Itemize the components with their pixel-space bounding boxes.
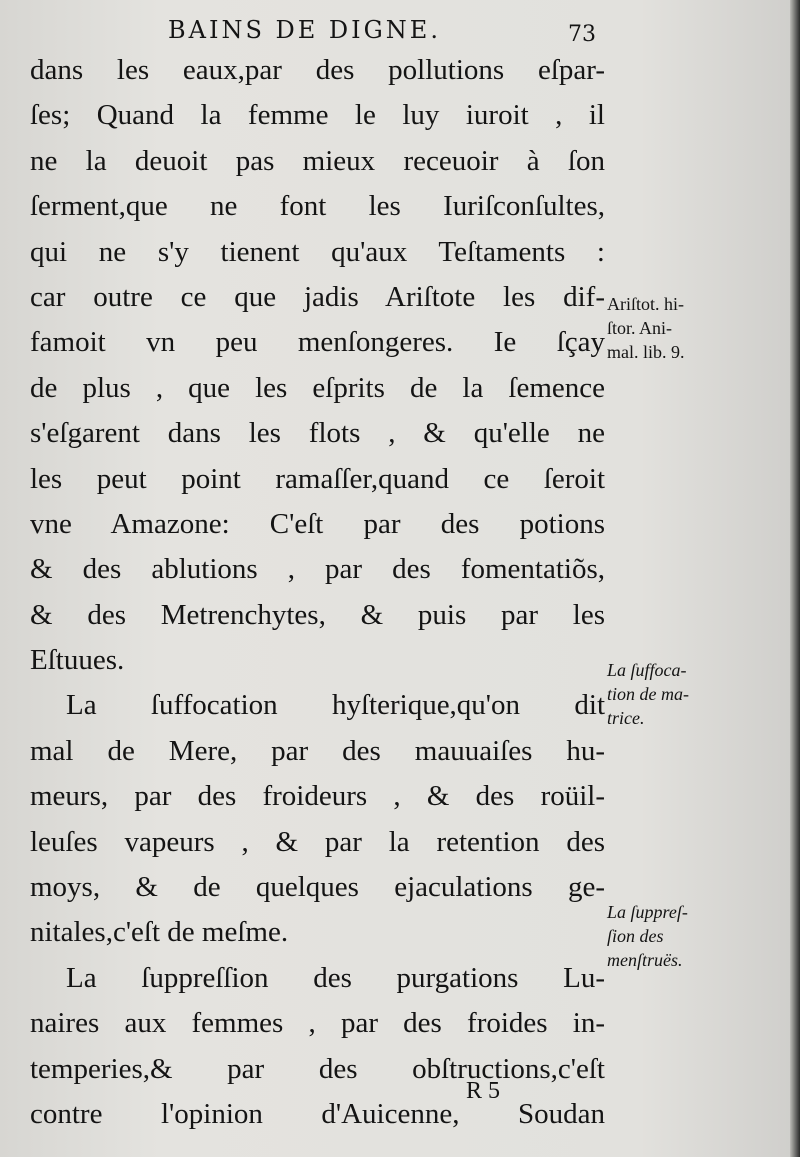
text-line: leuſes vapeurs , & par la retention des	[30, 825, 605, 858]
body-text	[30, 48, 605, 1137]
text-line: & des ablutions , par des fomentatiõs,	[30, 553, 605, 586]
margin-note-line: mal. lib. 9.	[607, 342, 685, 362]
margin-note-line: ſion des	[607, 926, 664, 946]
margin-note-line: menſtruës.	[607, 950, 683, 970]
margin-note-line: La ſuffoca-	[607, 660, 687, 680]
text-line: s'eſgarent dans les flots , & qu'elle ne	[30, 417, 605, 450]
text-line: dans les eaux,par des pollutions eſpar-	[30, 54, 605, 86]
page-gutter-shadow	[790, 0, 800, 1157]
text-line: les peut point ramaſſer,quand ce ſeroit	[30, 462, 605, 495]
running-head: BAINS DE DIGNE.	[168, 16, 441, 44]
text-line: car outre ce que jadis Ariſtote les dif-	[30, 280, 605, 313]
margin-note-aristotle	[607, 292, 797, 364]
text-line: temperies,& par des obſtructions,c'eſt	[30, 1052, 605, 1085]
page-number: 73	[568, 22, 596, 47]
text-line: & des Metrenchytes, & puis par les	[30, 598, 605, 631]
text-line: vne Amazone: C'eſt par des potions	[30, 507, 605, 540]
text-line: ſerment,que ne font les Iuriſconſultes,	[30, 190, 605, 223]
text-line: meurs, par des froideurs , & des roüil-	[30, 780, 605, 813]
signature-mark: R 5	[466, 1078, 501, 1104]
margin-note-suppression	[607, 900, 797, 972]
text-line: La ſuppreſſion des purgations Lu-	[66, 961, 605, 994]
text-line: famoit vn peu menſongeres. Ie ſçay	[30, 326, 605, 359]
text-line: ſes; Quand la femme le luy iuroit , il	[30, 99, 605, 132]
text-line: Eſtuues.	[30, 644, 125, 677]
text-line: mal de Mere, par des mauuaiſes hu-	[30, 734, 605, 767]
text-line: nitales,c'eſt de meſme.	[30, 916, 289, 949]
margin-note-line: trice.	[607, 708, 645, 728]
margin-note-line: Ariſtot. hi-	[607, 294, 684, 314]
text-line: moys, & de quelques ejaculations ge-	[30, 871, 605, 904]
text-line: contre l'opinion d'Auicenne, Soudan	[30, 1097, 605, 1130]
text-line: ne la deuoit pas mieux receuoir à ſon	[30, 144, 605, 177]
margin-note-line: La ſuppreſ-	[607, 902, 688, 922]
margin-note-suffocation	[607, 658, 797, 730]
text-line: naires aux femmes , par des froides in-	[30, 1007, 605, 1040]
text-line: La ſuffocation hyſterique,qu'on dit	[66, 689, 605, 722]
text-line: qui ne s'y tienent qu'aux Teſtaments :	[30, 235, 605, 268]
text-line: de plus , que les eſprits de la ſemence	[30, 371, 605, 404]
margin-note-line: tion de ma-	[607, 684, 689, 704]
margin-note-line: ſtor. Ani-	[607, 318, 673, 338]
